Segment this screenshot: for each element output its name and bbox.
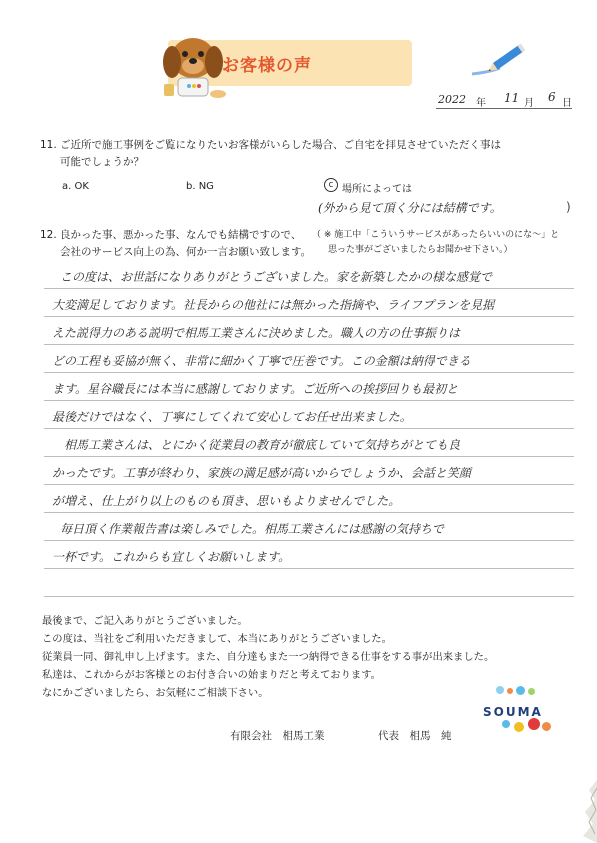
ruled-line: [44, 344, 574, 345]
option-c-handwritten-note: (外から見て頂く分には結構です。: [318, 201, 502, 215]
option-c-circled-mark: c: [324, 178, 338, 192]
footer-line-5: なにかございましたら、お気軽にご相談下さい。: [42, 687, 269, 699]
date-year-unit: 年: [476, 98, 486, 109]
date-underline: [436, 108, 572, 109]
handwritten-line-8: かったです。工事が終わり、家族の満足感が高いからでしょうか、会話と笑顔: [52, 466, 471, 480]
ruled-line: [44, 512, 574, 513]
footer-line-4: 私達は、これからがお客様とのお付き合いの始まりだと考えております。: [42, 669, 381, 681]
ruled-line: [44, 428, 574, 429]
handwritten-line-3: えた説得力のある説明で相馬工業さんに決めました。職人の方の仕事振りは: [52, 326, 461, 340]
pencil-icon: [470, 38, 530, 78]
question-12-line2: 会社のサービス向上の為、何か一言お願い致します。: [60, 246, 312, 258]
handwritten-line-6: 最後だけではなく、丁寧にしてくれて安心してお任せ出来ました。: [52, 410, 412, 424]
ruled-line: [44, 372, 574, 373]
ruled-line: [44, 456, 574, 457]
question-12-note-line1: （ ※ 施工中「こういうサービスがあったらいいのにな～」と: [312, 230, 560, 240]
date-month-unit: 月: [524, 98, 534, 109]
handwritten-line-11: 一杯です。これからも宜しくお願いします。: [52, 550, 291, 564]
page-title: お客様の声: [222, 56, 312, 76]
option-b: b. NG: [186, 181, 214, 192]
handwritten-line-4: どの工程も妥協が無く、非常に細かく丁寧で圧巻です。この金額は納得できる: [52, 354, 471, 368]
question-11-line2: 可能でしょうか？: [60, 156, 144, 168]
handwritten-line-9: が増え、仕上がり以上のものも頂き、思いもよりませんでした。: [52, 494, 401, 508]
date-month: 11: [504, 91, 520, 105]
question-12-note-line2: 思った事がございましたらお聞かせ下さい。）: [328, 245, 513, 255]
ruled-line: [44, 568, 574, 569]
handwritten-line-1: この度は、お世話になりありがとうございました。家を新築したかの様な感覚で: [60, 270, 493, 284]
ruled-line: [44, 540, 574, 541]
handwritten-line-2: 大変満足しております。社長からの他社には無かった指摘や、ライフプランを見据: [52, 298, 495, 312]
question-11-line1: 11. ご近所で施工事例をご覧になりたいお客様がいらした場合、ご自宅を拝見させていただく事は: [40, 139, 502, 151]
logo-text: SOUMA: [483, 705, 543, 719]
ruled-line: [44, 596, 574, 597]
representative-name: 代表 相馬 純: [378, 730, 452, 742]
question-12-line1: 12. 良かった事、悪かった事、なんでも結構ですので、: [40, 229, 302, 241]
handwritten-line-7: 相馬工業さんは、とにかく従業員の教育が徹底していて気持ちがとても良: [64, 438, 461, 452]
bracket-close: ): [566, 200, 571, 214]
ruled-line: [44, 288, 574, 289]
paper-edge-decoration: [575, 780, 597, 843]
date-year: 2022: [438, 93, 466, 106]
date-day: 6: [548, 90, 556, 104]
ruled-line: [44, 316, 574, 317]
footer-line-2: この度は、当社をご利用いただきまして、本当にありがとうございました。: [42, 633, 392, 645]
date-day-unit: 日: [562, 98, 572, 109]
option-c: 場所によっては: [342, 184, 412, 195]
dog-mascot-icon: [158, 28, 228, 100]
footer-line-3: 従業員一同、御礼申し上げます。また、自分達もまた一つ納得できる仕事をする事が出来ました。: [42, 651, 495, 663]
option-a: a. OK: [62, 181, 89, 192]
handwritten-line-10: 毎日頂く作業報告書は楽しみでした。相馬工業さんには感謝の気持ちで: [60, 522, 444, 536]
company-name: 有限会社 相馬工業: [230, 730, 325, 742]
ruled-line: [44, 400, 574, 401]
handwritten-line-5: ます。星谷職長には本当に感謝しております。ご近所への挨拶回りも最初と: [52, 382, 459, 396]
footer-line-1: 最後まで、ご記入ありがとうございました。: [42, 615, 248, 627]
ruled-line: [44, 484, 574, 485]
